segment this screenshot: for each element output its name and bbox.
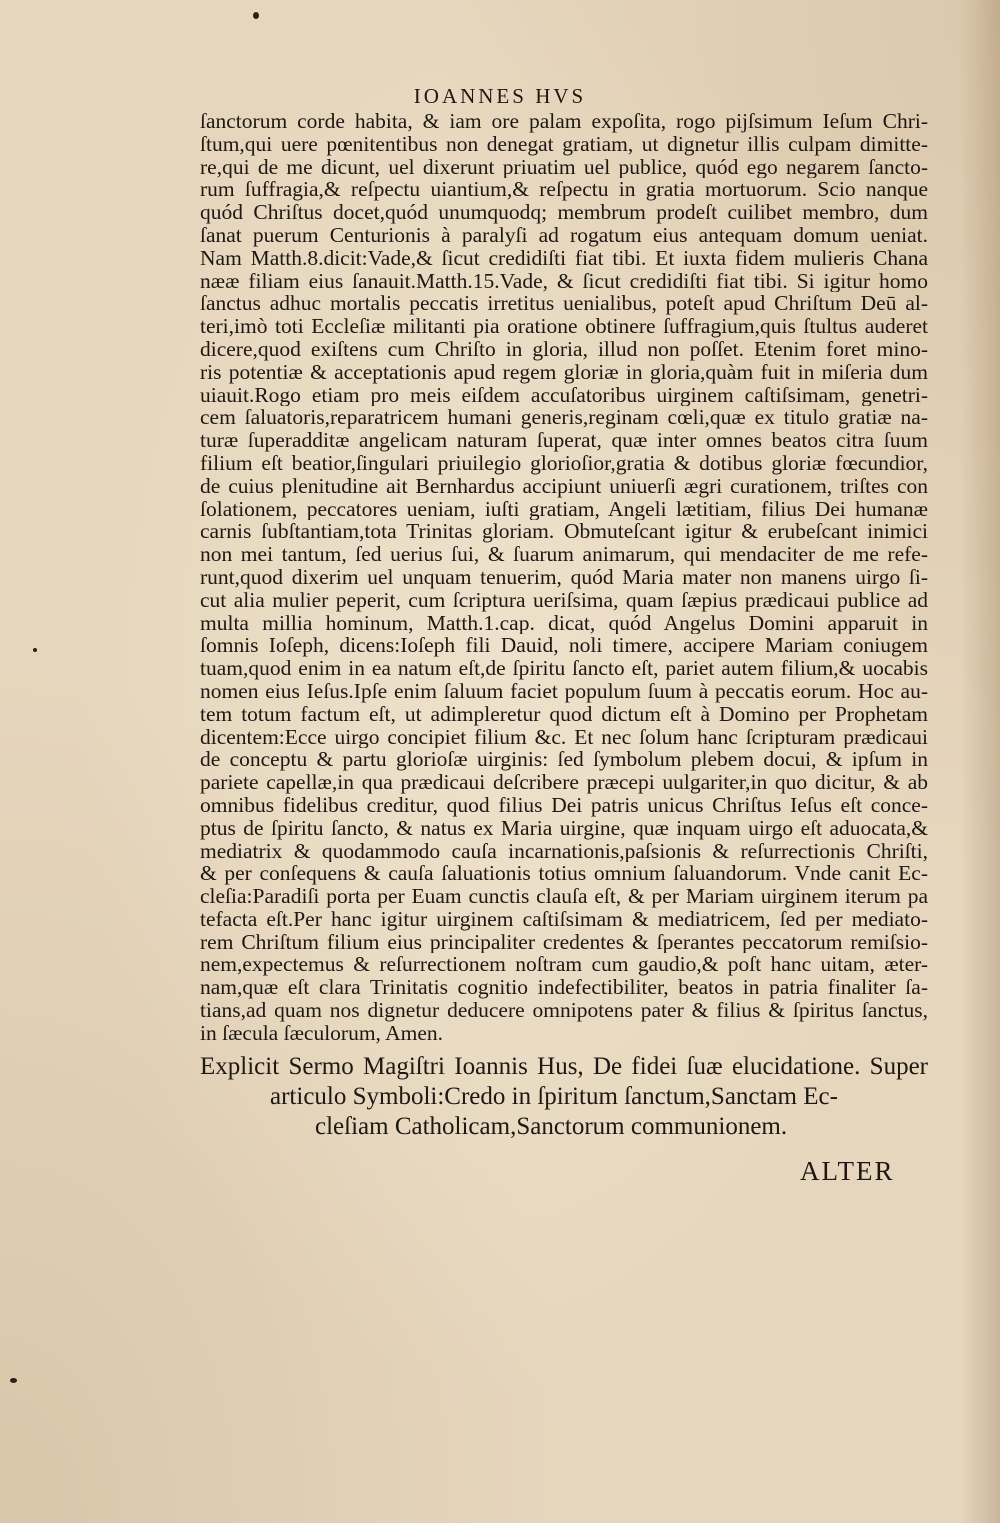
text-line: re,qui de me dicunt, uel dixerunt priuatim uel publice, quód ego negarem ſancto- bbox=[200, 155, 928, 179]
ink-speck bbox=[10, 1378, 17, 1383]
text-line: tians,ad quam nos dignetur deducere omnipotens pater & filius & ſpiritus ſanctus, bbox=[200, 999, 928, 1022]
text-line: uiauit.Rogo etiam pro meis eiſdem accuſatoribus uirginem caſtiſsimam, genetri- bbox=[200, 383, 928, 407]
explicit-colophon bbox=[200, 1052, 928, 1142]
text-line: ptus de ſpiritu ſancto, & natus ex Maria uirgine, quæ inquam uirgo eſt aduocata,& bbox=[200, 816, 928, 840]
explicit-line: Explicit Sermo Magiſtri Ioannis Hus, De fidei ſuæ elucidatione. Super bbox=[200, 1053, 928, 1080]
text-line: runt,quod dixerim uel unquam tenuerim, quód Maria mater non manens uirgo ſi- bbox=[200, 565, 928, 589]
text-line: omnibus fidelibus creditur, quod filius Dei patris unicus Chriſtus Ieſus eſt conce- bbox=[200, 793, 928, 817]
text-line: nææ filiam eius ſanauit.Matth.15.Vade, & ſicut credidiſti fiat tibi. Si igitur homo bbox=[200, 269, 928, 293]
sermon-text bbox=[200, 110, 928, 1045]
text-line: dicere,quod exiſtens cum Chriſto in gloria, illud non poſſet. Etenim foret mino- bbox=[200, 337, 928, 361]
text-line: in ſæcula ſæculorum, Amen. bbox=[200, 1021, 444, 1045]
text-line: mediatrix & quodammodo cauſa incarnationis,paſsionis & reſurrectionis Chriſti, bbox=[200, 839, 928, 863]
text-line: rem Chriſtum filium eius principaliter credentes & ſperantes peccatorum remiſsio- bbox=[200, 930, 928, 954]
text-line: ſtum,qui uere pœnitentibus non denegat gratiam, ut dignetur illis culpam dimitte- bbox=[200, 132, 928, 156]
text-line: ris potentiæ & acceptationis apud regem gloriæ in gloria,quàm fuit in miſeria dum bbox=[200, 360, 928, 384]
text-line: filium eſt beatior,ſingulari priuilegio glorioſior,gratia & dotibus gloriæ fœcundior, bbox=[200, 451, 928, 475]
text-line: tuam,quod enim in ea natum eſt,de ſpiritu ſancto eſt, pariet autem filium,& uocabis bbox=[200, 657, 928, 680]
text-line: cut alia mulier peperit, cum ſcriptura ueriſsima, quam ſæpius prædicaui publice ad bbox=[200, 588, 928, 612]
text-line: ſanctus adhuc mortalis peccatis irretitus uenialibus, poteſt apud Chriſtum Deū al- bbox=[200, 292, 928, 316]
text-line: turæ ſuperadditæ angelicam naturam ſuperat, quæ inter omnes beatos citra ſuum bbox=[200, 429, 928, 452]
text-line: Nam Matth.8.dicit:Vade,& ſicut credidiſti fiat tibi. Et iuxta fidem mulieris Chana bbox=[200, 246, 928, 270]
text-line: de conceptu & partu glorioſæ uirginis: ſed ſymbolum plebem docui, & ipſum in bbox=[200, 748, 928, 772]
text-line: teri,imò toti Eccleſiæ militanti pia oratione obtinere ſuffragium,quis ſtultus auderet bbox=[200, 315, 928, 338]
page-edge-shadow bbox=[960, 0, 1000, 1523]
text-line: cleſia:Paradiſi porta per Euam cunctis clauſa eſt, & per Mariam uirginem iterum pa bbox=[200, 885, 928, 908]
text-line: ſolationem, peccatores ueniam, iuſti gratiam, Angeli lætitiam, filius Dei humanæ bbox=[200, 497, 928, 521]
text-line: ſomnis Ioſeph, dicens:Ioſeph fili Dauid, noli timere, accipere Mariam coniugem bbox=[200, 634, 928, 658]
text-line: multa millia hominum, Matth.1.cap. dicat, quód Angelus Domini apparuit in bbox=[200, 611, 928, 635]
running-head: IOANNES HVS bbox=[413, 84, 587, 108]
ink-speck bbox=[253, 12, 259, 19]
ink-speck bbox=[33, 648, 37, 652]
text-line: & per conſequens & cauſa ſaluationis totius omnium ſaluandorum. Vnde canit Ec- bbox=[200, 862, 928, 886]
text-line: carnis ſubſtantiam,tota Trinitas gloriam. Obmuteſcant igitur & erubeſcant inimici bbox=[200, 520, 928, 544]
text-line: quód Chriſtus docet,quód unumquodq; membrum prodeſt cuilibet membro, dum bbox=[200, 201, 928, 224]
text-line: pariete capellæ,in qua prædicaui deſcribere præcepi uulgariter,in quo dicitur, & ab bbox=[200, 771, 928, 794]
text-line: cem ſaluatoris,reparatricem humani generis,reginam cœli,quæ ex titulo gratiæ na- bbox=[200, 406, 928, 430]
text-line: dicentem:Ecce uirgo concipiet filium &c. Et nec ſolum hanc ſcripturam prædicaui bbox=[200, 725, 928, 749]
text-line: ſanctorum corde habita, & iam ore palam expoſita, rogo pĳſsimum Ieſum Chri- bbox=[200, 110, 928, 133]
text-line: rum ſuffragia,& reſpectu uiantium,& reſpectu in gratia mortuorum. Scio nanque bbox=[200, 178, 928, 202]
text-line: non mei tantum, ſed uerius ſui, & ſuarum animarum, qui mendaciter de me refe- bbox=[200, 543, 928, 566]
text-line: nam,quæ eſt clara Trinitatis cognitio indefectibiliter, beatos in patria finaliter ſa- bbox=[200, 976, 928, 1000]
catchword: ALTER bbox=[800, 1156, 895, 1186]
text-line: nomen eius Ieſus.Ipſe enim ſaluum faciet populum ſuum à peccatis eorum. Hoc au- bbox=[200, 679, 928, 703]
text-line: ſanat puerum Centurionis à paralyſi ad rogatum eius antequam domum ueniat. bbox=[200, 223, 928, 247]
text-line: tem totum factum eſt, ut adimpleretur quod dictum eſt à Domino per Prophetam bbox=[200, 702, 928, 726]
explicit-line: cleſiam Catholicam,Sanctorum communionem. bbox=[315, 1113, 788, 1140]
text-line: de cuius plenitudine ait Bernhardus accipiunt uniuerſi ægri curationem, triſtes con bbox=[200, 474, 928, 498]
explicit-line: articulo Symboli:Credo in ſpiritum ſanctum,Sanctam Ec- bbox=[270, 1083, 838, 1110]
text-line: nem,expectemus & reſurrectionem noſtram cum gaudio,& poſt hanc uitam, æter- bbox=[200, 953, 928, 977]
text-line: tefacta eſt.Per hanc igitur uirginem caſtiſsimam & mediatricem, ſed per mediato- bbox=[200, 907, 928, 931]
